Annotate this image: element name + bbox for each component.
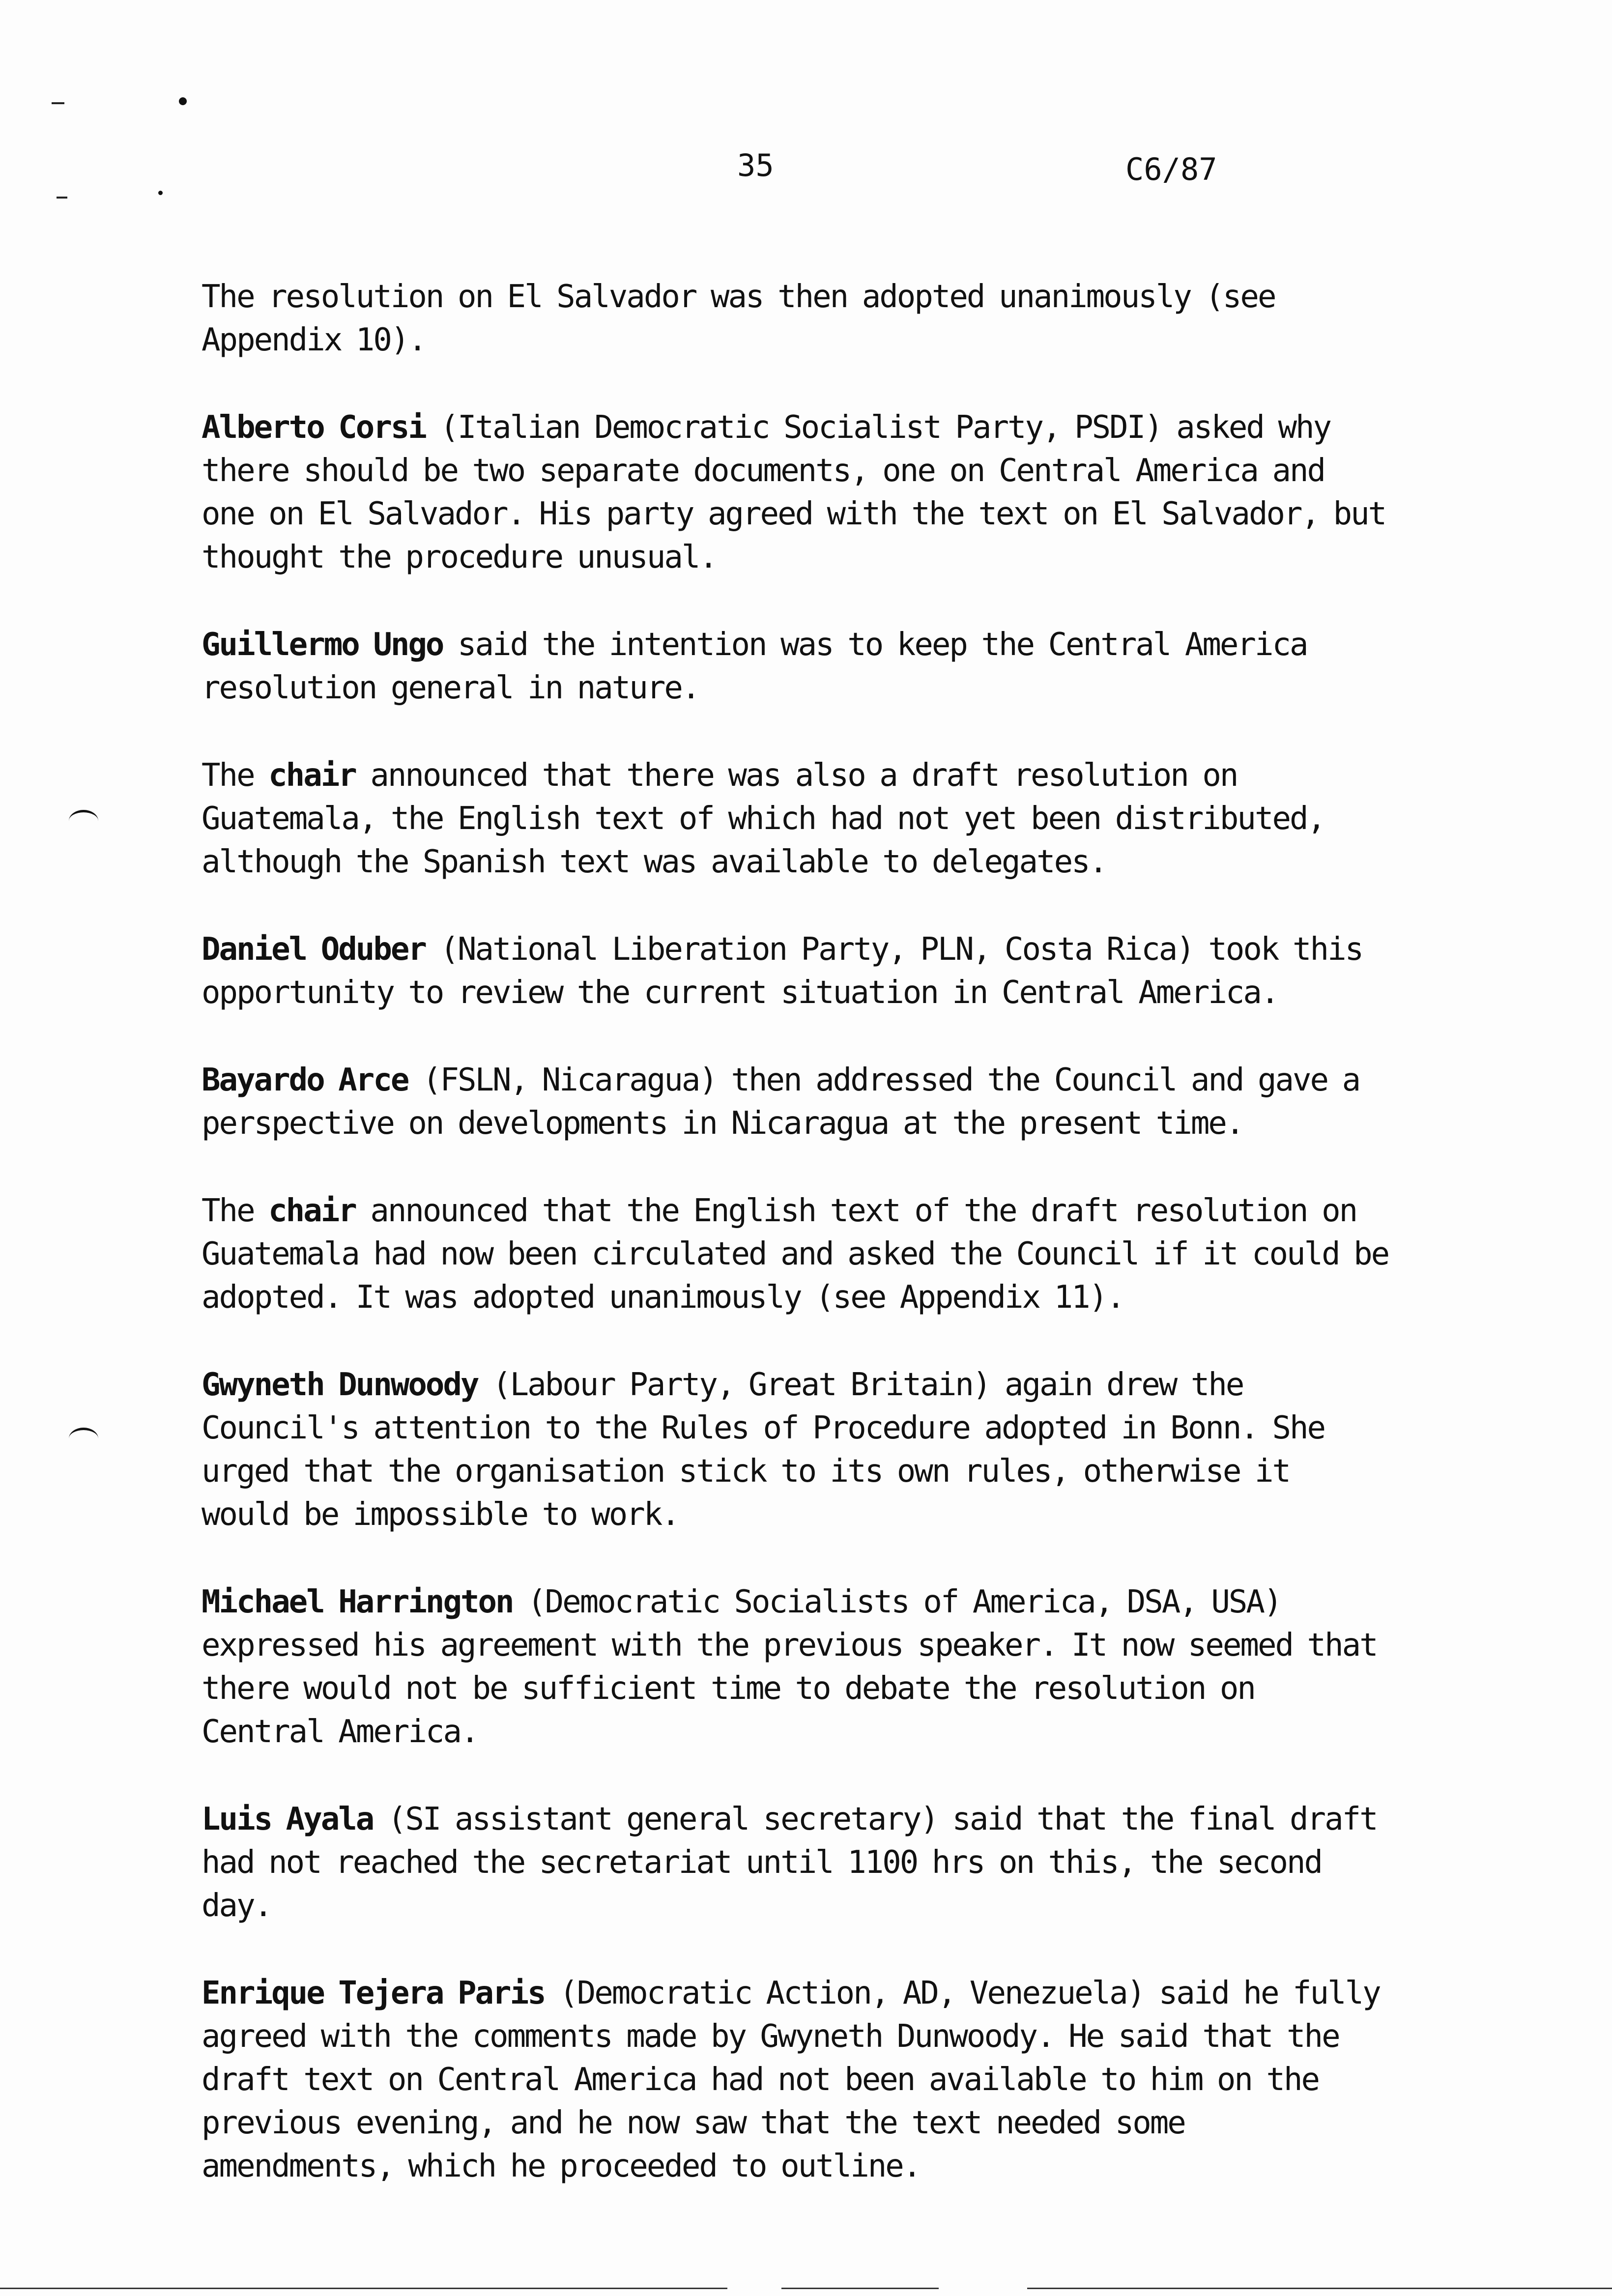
speaker-name: chair: [268, 757, 356, 794]
scan-arc: [69, 1428, 98, 1450]
paragraph-text: announced that the English text of the draft resolution on Guatemala had now been circulated and asked the Council if it could be adopted. It was adopted unanimously (see Appendix 11).: [202, 1193, 1389, 1316]
scan-dot: [158, 191, 163, 195]
paragraph-prefix: The: [202, 757, 269, 794]
speaker-name: Daniel Oduber: [202, 931, 426, 968]
speaker-name: Guillermo Ungo: [202, 627, 443, 663]
paragraph-text: The resolution on El Salvador was then adopted unanimously (see Appendix 10).: [202, 279, 1275, 358]
paragraph-gwyneth-dunwoody: [202, 1363, 1391, 1536]
paragraph-text: (Democratic Action, AD, Venezuela) said he fully agreed with the comments made by Gwyneth Dunwoody. He said that the draft text on Central America had not been available to him on the previous evening, and he now saw that the text needed some amendments, which he proceeded to outline.: [202, 1975, 1380, 2184]
paragraph-prefix: The: [202, 1193, 269, 1229]
paragraph-text: (Democratic Socialists of America, DSA, USA) expressed his agreement with the previous speaker. It now seemed that there would not be sufficient time to debate the resolution on Central America.: [202, 1584, 1377, 1750]
speaker-name: Bayardo Arce: [202, 1062, 408, 1098]
paragraph-text: (SI assistant general secretary) said that the final draft had not reached the secretariat until 1100 hrs on this, the second day.: [202, 1801, 1377, 1924]
scan-mark: [52, 102, 64, 104]
page-number: 35: [737, 147, 774, 183]
speaker-name: Alberto Corsi: [202, 409, 426, 446]
paragraph-enrique-tejera-paris: [202, 1972, 1391, 2188]
bottom-edge-line: [0, 2288, 727, 2289]
bottom-edge-line: [781, 2288, 939, 2289]
scan-arc: [69, 810, 98, 832]
bottom-edge-line: [1027, 2288, 1612, 2289]
paragraph-resolution-el-salvador: [202, 275, 1391, 362]
paragraph-text: (Italian Democratic Socialist Party, PSDI) asked why there should be two separate documents, one on Central America and one on El Salvador. His party agreed with the text on El Salvador, but thought the procedure unusual.: [202, 409, 1386, 575]
paragraph-chair-guatemala-adopted: [202, 1189, 1391, 1319]
paragraph-chair-guatemala-draft: [202, 754, 1391, 884]
minutes-body: [202, 275, 1391, 2232]
speaker-name: Luis Ayala: [202, 1801, 374, 1837]
speaker-name: Michael Harrington: [202, 1584, 513, 1620]
speaker-name: Enrique Tejera Paris: [202, 1975, 545, 2011]
paragraph-text: (National Liberation Party, PLN, Costa Rica) took this opportunity to review the current situation in Central America.: [202, 931, 1363, 1011]
paragraph-alberto-corsi: [202, 406, 1391, 579]
paragraph-guillermo-ungo: [202, 623, 1391, 710]
speaker-name: Gwyneth Dunwoody: [202, 1367, 478, 1403]
paragraph-daniel-oduber: [202, 928, 1391, 1014]
document-code: C6/87: [1125, 151, 1217, 187]
paragraph-text: (FSLN, Nicaragua) then addressed the Council and gave a perspective on developments in Nicaragua at the present time.: [202, 1062, 1360, 1142]
speaker-name: chair: [268, 1193, 356, 1229]
scan-dot: [179, 97, 187, 105]
paragraph-bayardo-arce: [202, 1059, 1391, 1145]
paragraph-text: announced that there was also a draft resolution on Guatemala, the English text of which had not yet been distributed, although the Spanish text was available to delegates.: [202, 757, 1325, 880]
paragraph-text: said the intention was to keep the Central America resolution general in nature.: [202, 627, 1307, 706]
scan-mark: [57, 197, 67, 199]
paragraph-luis-ayala: [202, 1798, 1391, 1927]
paragraph-michael-harrington: [202, 1580, 1391, 1753]
paragraph-text: (Labour Party, Great Britain) again drew the Council's attention to the Rules of Procedure adopted in Bonn. She urged that the organisation stick to its own rules, otherwise it would be impossible to work.: [202, 1367, 1325, 1533]
